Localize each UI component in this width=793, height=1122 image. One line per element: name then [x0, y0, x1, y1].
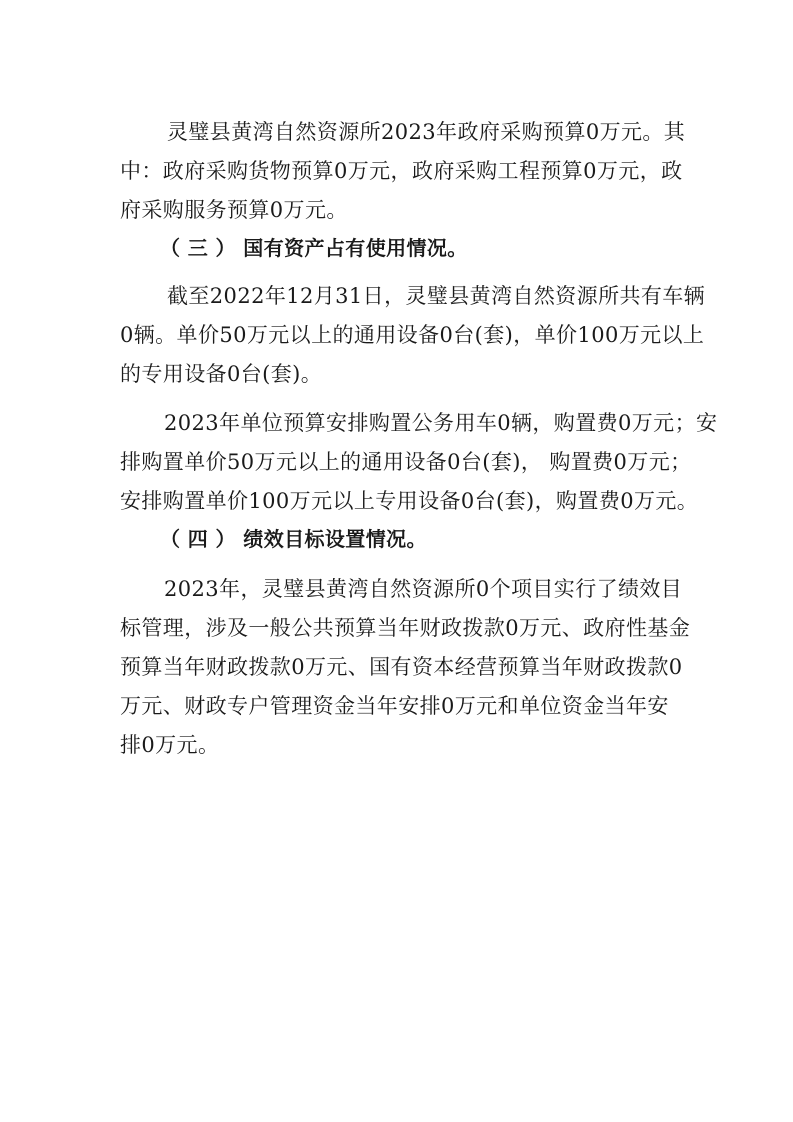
text-line: 安排购置单价100万元以上专用设备0台(套)，购置费0万元。 — [120, 489, 699, 513]
text-line: 预算当年财政拨款0万元、国有资本经营预算当年财政拨款0 — [120, 655, 683, 679]
text-line: 截至2022年12月31日，灵璧县黄湾自然资源所共有车辆 — [167, 284, 706, 308]
text-line: 排0万元。 — [120, 733, 220, 757]
text-line: 府采购服务预算0万元。 — [120, 198, 348, 222]
text-line: 2023年，灵璧县黄湾自然资源所0个项目实行了绩效目 — [164, 577, 683, 601]
text-line: 的专用设备0台(套)。 — [120, 362, 323, 386]
text-line: 排购置单价50万元以上的通用设备0台(套)， 购置费0万元； — [120, 450, 692, 474]
text-line: 2023年单位预算安排购置公务用车0辆，购置费0万元；安 — [164, 411, 718, 435]
text-line: 灵璧县黄湾自然资源所2023年政府采购预算0万元。其 — [167, 120, 686, 144]
text-line: 标管理，涉及一般公共预算当年财政拨款0万元、政府性基金 — [120, 616, 691, 640]
text-line: 中：政府采购货物预算0万元，政府采购工程预算0万元，政 — [120, 159, 683, 183]
section-heading-performance: （ 四 ） 绩效目标设置情况。 — [160, 527, 427, 551]
text-line: 万元、财政专户管理资金当年安排0万元和单位资金当年安 — [120, 694, 669, 718]
section-heading-assets: （ 三 ） 国有资产占有使用情况。 — [160, 236, 468, 260]
text-line: 0辆。单价50万元以上的通用设备0台(套)，单价100万元以上 — [120, 323, 705, 347]
